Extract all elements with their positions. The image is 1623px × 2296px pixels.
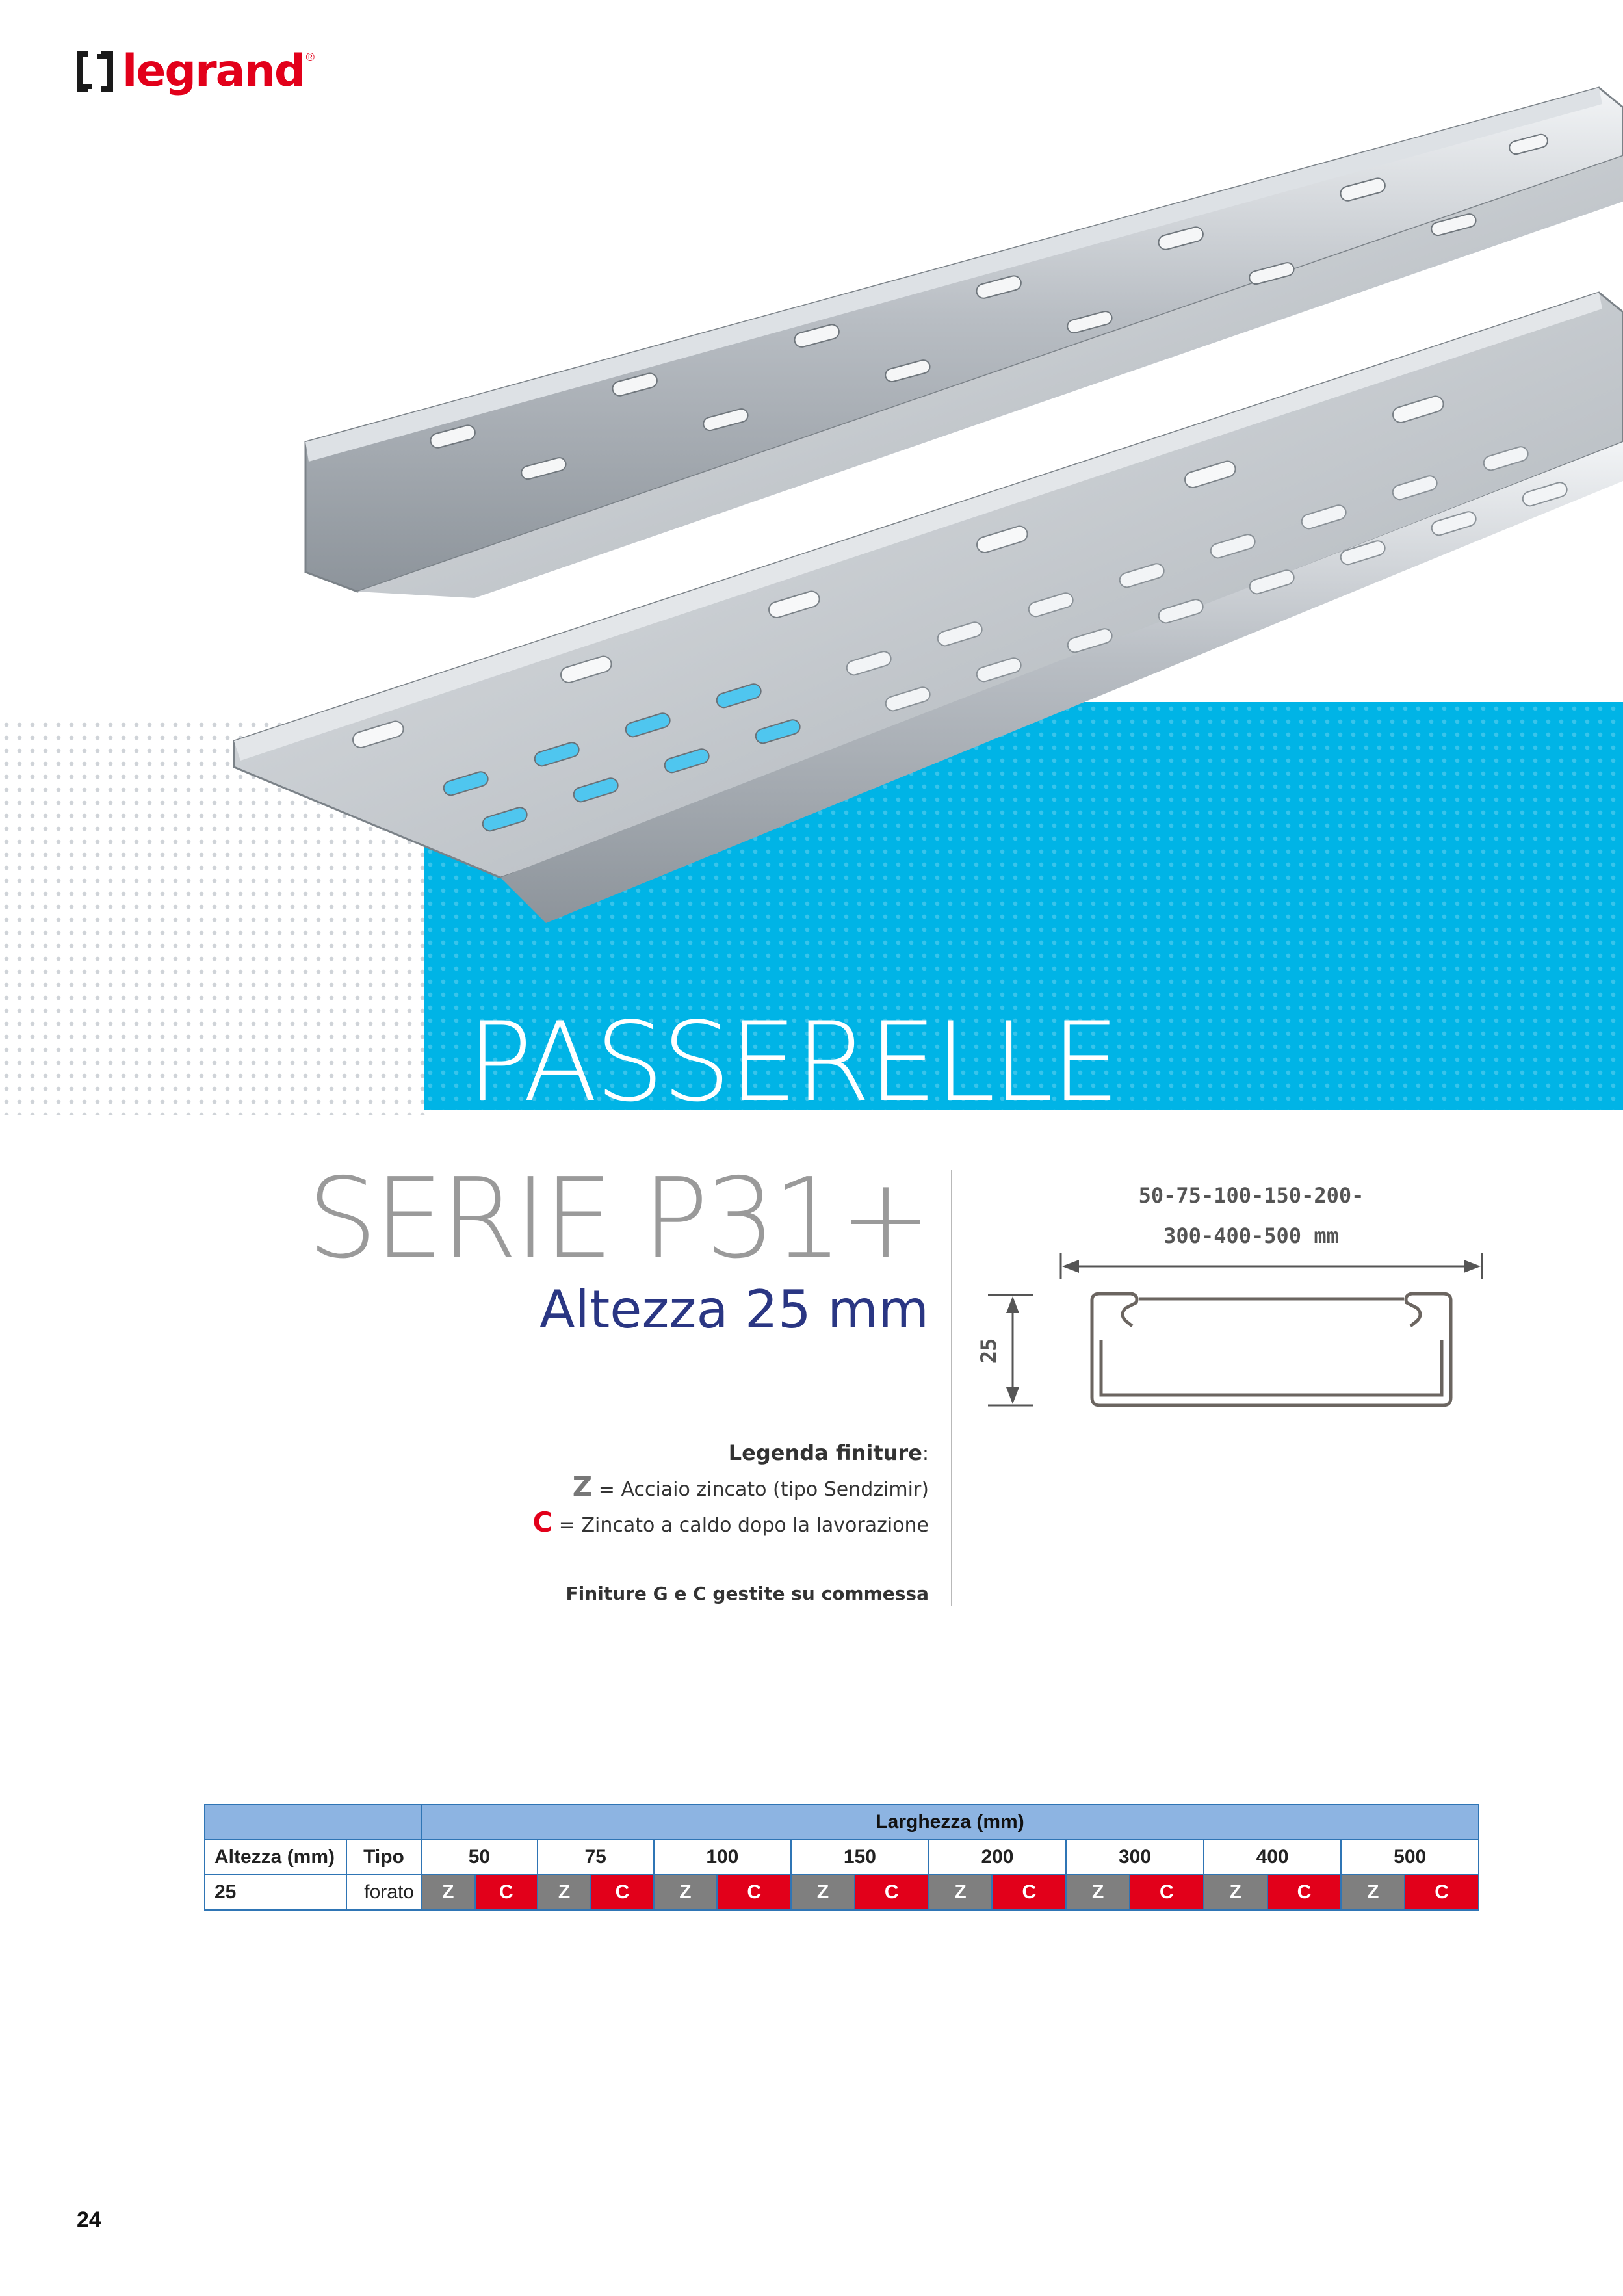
legend-z-code: Z [572,1470,593,1502]
page-number: 24 [77,2208,101,2232]
series-title: SERIE P31+ [307,1155,929,1283]
finish-cell-z: Z [421,1875,475,1910]
table-row [205,1875,1479,1910]
diagram-width-line1: 50-75-100-150-200- [1138,1183,1364,1208]
finish-cell-z: Z [1341,1875,1405,1910]
width-dimension-arrow [1061,1253,1482,1279]
finish-cell-c: C [855,1875,929,1910]
finish-cell-z: Z [929,1875,993,1910]
vertical-divider [951,1170,952,1606]
finish-cell-c: C [591,1875,653,1910]
cable-tray-illustration [195,78,1623,962]
finish-cell-c: C [1130,1875,1204,1910]
diagram-width-line2: 300-400-500 mm [1163,1223,1339,1248]
table-group-header-row [205,1805,1479,1840]
table-group-header: Larghezza (mm) [421,1805,1479,1840]
spec-table [204,1804,1479,1911]
legend-c-code: C [532,1506,553,1538]
legend-z-line [532,1470,929,1506]
finish-cell-c: C [717,1875,791,1910]
table-cell-altezza: 25 [205,1875,346,1910]
legend-z-text: = Acciaio zincato (tipo Sendzimir) [592,1478,929,1501]
legend-c-text: = Zincato a caldo dopo la lavorazione [552,1514,929,1537]
finish-cell-c: C [475,1875,538,1910]
finish-cell-c: C [1267,1875,1342,1910]
legend-title: Legenda finiture [728,1441,922,1465]
legend-c-line [532,1506,929,1542]
legend-colon: : [922,1442,929,1465]
finish-cell-z: Z [1204,1875,1267,1910]
legend-title-line [532,1437,929,1470]
table-header-altezza: Altezza (mm) [205,1840,346,1875]
finish-cell-z: Z [1066,1875,1130,1910]
table-corner-cell [205,1805,421,1840]
finish-note: Finiture G e C gestite su commessa [565,1583,929,1604]
brand-name: legrand [122,46,305,97]
finish-legend [532,1437,929,1542]
table-header-width: 200 [929,1840,1067,1875]
table-header-width: 75 [538,1840,654,1875]
table-header-width: 400 [1204,1840,1342,1875]
brand-registered-mark: ® [305,51,315,64]
table-header-width: 300 [1066,1840,1204,1875]
finish-cell-c: C [1405,1875,1479,1910]
cross-section-diagram [955,1170,1501,1430]
table-header-tipo: Tipo [346,1840,421,1875]
tray-profile-outline [1092,1294,1451,1405]
diagram-height-label: 25 [976,1338,1001,1364]
finish-cell-z: Z [654,1875,718,1910]
table-header-width: 500 [1341,1840,1479,1875]
hero-title: PASSERELLE [467,998,1118,1126]
table-cell-tipo: forato [346,1875,421,1910]
finish-cell-z: Z [538,1875,591,1910]
table-header-width: 50 [421,1840,538,1875]
table-header-width: 100 [654,1840,792,1875]
table-header-width: 150 [791,1840,929,1875]
table-column-header-row [205,1840,1479,1875]
legrand-logo-icon [77,51,113,92]
finish-cell-c: C [992,1875,1066,1910]
series-height-subtitle: Altezza 25 mm [539,1279,929,1340]
finish-cell-z: Z [791,1875,855,1910]
